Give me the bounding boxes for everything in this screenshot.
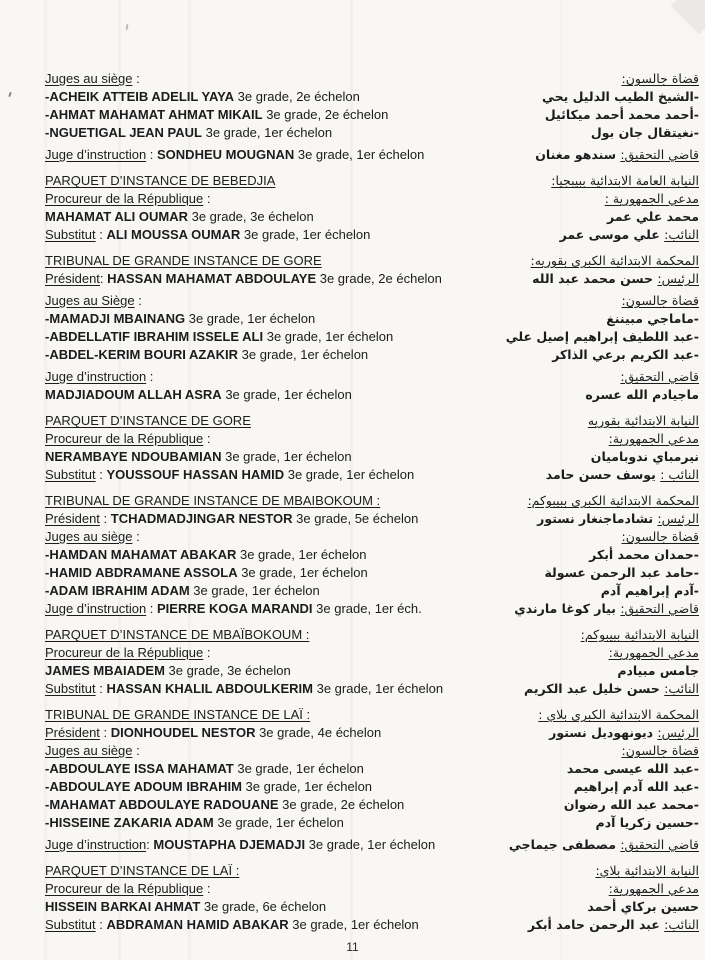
- grade-text: 3e grade, 1er échelon: [189, 583, 320, 598]
- entry-line: [459, 626, 699, 644]
- entry-line: [45, 106, 459, 124]
- entry-line: [45, 836, 459, 854]
- person-name: -NGUETIGAL JEAN PAUL: [45, 125, 202, 140]
- entry-line: [459, 190, 699, 208]
- field-label: مدعي الجمهورية:: [608, 645, 699, 660]
- french-column: [45, 626, 459, 698]
- field-label: قضاة جالسون:: [621, 743, 699, 758]
- field-label: TRIBUNAL DE GRANDE INSTANCE DE LAÏ :: [45, 707, 311, 722]
- field-label: Juges au Siège: [45, 293, 135, 308]
- court-section: [45, 706, 699, 854]
- grade-text: 3e grade, 1er échelon: [305, 837, 436, 852]
- entry-line: [45, 742, 459, 760]
- entry-line: [459, 510, 699, 528]
- field-label: Procureur de la République: [45, 881, 204, 896]
- french-column: [45, 492, 459, 618]
- person-name: DIONHOUDEL NESTOR: [110, 725, 256, 740]
- person-name: PIERRE KOGA MARANDI: [157, 601, 313, 616]
- field-label: قاضي التحقيق:: [620, 601, 699, 616]
- grade-text: :: [95, 917, 107, 932]
- field-label: Substitut: [45, 227, 96, 242]
- entry-line: [45, 510, 459, 528]
- field-label: النائب :: [660, 467, 699, 482]
- entry-line: [45, 680, 459, 698]
- grade-text: 3e grade, 1er échelon: [201, 125, 333, 140]
- entry-line: [45, 270, 459, 288]
- entry-line: [459, 70, 699, 88]
- person-name: سندهو مغنان: [535, 147, 621, 162]
- person-name: -حسين زكريا آدم: [595, 815, 699, 830]
- person-name: -محمد عبد الله رضوان: [563, 797, 699, 812]
- person-name: -MAHAMAT ABDOULAYE RADOUANE: [45, 797, 279, 812]
- person-name: ALI MOUSSA OUMAR: [106, 227, 241, 242]
- entry-line: [45, 412, 459, 430]
- grade-text: :: [99, 271, 108, 286]
- entry-line: [45, 582, 459, 600]
- entry-line: [45, 546, 459, 564]
- person-name: JAMES MBAIADEM: [45, 663, 165, 678]
- entry-line: [459, 226, 699, 244]
- person-name: تشادماجنغار نستور: [537, 511, 658, 526]
- entry-line: [459, 724, 699, 742]
- entry-line: [459, 706, 699, 724]
- arabic-column: [459, 412, 699, 484]
- entry-line: [459, 88, 699, 106]
- grade-text: 3e grade, 1er échelon: [284, 467, 415, 482]
- person-name: -ACHEIK ATTEIB ADELIL YAYA: [45, 89, 235, 104]
- entry-line: [45, 430, 459, 448]
- field-label: PARQUET D’INSTANCE DE GORE: [45, 413, 251, 428]
- grade-text: :: [132, 529, 140, 544]
- arabic-column: [459, 492, 699, 618]
- judicial-personnel-listing: [45, 70, 699, 942]
- field-label: TRIBUNAL DE GRANDE INSTANCE DE MBAIBOKOUM :: [45, 493, 381, 508]
- grade-text: 3e grade, 1er échelon: [221, 449, 352, 464]
- entry-line: [459, 760, 699, 778]
- grade-text: :: [95, 681, 107, 696]
- person-name: -MAMADJI MBAINANG: [45, 311, 186, 326]
- person-name: -الشيخ الطيب الدليل يحي: [541, 89, 699, 104]
- person-name: ماجيادم الله عسره: [585, 387, 699, 402]
- entry-line: [459, 880, 699, 898]
- field-label: مدعي الجمهورية :: [604, 191, 699, 206]
- entry-line: [45, 88, 459, 106]
- person-name: مصطفى جيماجي: [508, 837, 621, 852]
- entry-line: [45, 880, 459, 898]
- court-section: [45, 172, 699, 244]
- entry-line: [45, 898, 459, 916]
- entry-line: [459, 564, 699, 582]
- field-label: Substitut: [45, 917, 96, 932]
- field-label: Substitut: [45, 681, 96, 696]
- entry-line: [45, 492, 459, 510]
- person-name: -ADAM IBRAHIM ADAM: [45, 583, 190, 598]
- field-label: المحكمة الابتدائية الكبرى بقوريه:: [530, 253, 699, 268]
- french-column: [45, 252, 459, 404]
- french-column: [45, 172, 459, 244]
- field-label: النائب:: [664, 917, 699, 932]
- person-name: -HAMDAN MAHAMAT ABAKAR: [45, 547, 237, 562]
- grade-text: 3e grade, 5e échelon: [292, 511, 419, 526]
- entry-line: [459, 146, 699, 164]
- field-label: Procureur de la République: [45, 191, 204, 206]
- person-name: -حمدان محمد أبكر: [589, 547, 699, 562]
- entry-line: [45, 862, 459, 880]
- person-name: MADJIADOUM ALLAH ASRA: [45, 387, 222, 402]
- person-name: NERAMBAYE NDOUBAMIAN: [45, 449, 222, 464]
- person-name: -ماماجي مبيننغ: [606, 311, 699, 326]
- french-column: [45, 70, 459, 164]
- person-name: YOUSSOUF HASSAN HAMID: [106, 467, 285, 482]
- entry-line: [45, 310, 459, 328]
- person-name: حسن خليل عبد الكريم: [524, 681, 665, 696]
- entry-line: [45, 600, 459, 618]
- field-label: مدعي الجمهورية:: [608, 431, 699, 446]
- field-label: PARQUET D’INSTANCE DE BEBEDJIA: [45, 173, 276, 188]
- entry-line: [45, 564, 459, 582]
- entry-line: [459, 368, 699, 386]
- scan-speck: [8, 92, 12, 97]
- field-label: Juges au siège: [45, 71, 133, 86]
- person-name: -HAMID ABDRAMANE ASSOLA: [45, 565, 238, 580]
- grade-text: :: [95, 227, 107, 242]
- field-label: الرئيس:: [657, 271, 699, 286]
- arabic-column: [459, 70, 699, 164]
- grade-text: 3e grade, 1er échelon: [294, 147, 425, 162]
- grade-text: 3e grade, 1er échelon: [263, 329, 394, 344]
- entry-line: [45, 328, 459, 346]
- grade-text: 3e grade, 6e échelon: [200, 899, 327, 914]
- entry-line: [45, 124, 459, 142]
- grade-text: :: [203, 881, 211, 896]
- person-name: -ABDEL-KERIM BOURI AZAKIR: [45, 347, 239, 362]
- entry-line: [459, 292, 699, 310]
- grade-text: :: [99, 511, 111, 526]
- entry-line: [45, 448, 459, 466]
- entry-line: [45, 706, 459, 724]
- entry-line: [459, 778, 699, 796]
- entry-line: [45, 70, 459, 88]
- entry-line: [459, 106, 699, 124]
- entry-line: [45, 346, 459, 364]
- grade-text: :: [95, 467, 107, 482]
- person-name: HASSAN KHALIL ABDOULKERIM: [106, 681, 313, 696]
- arabic-column: [459, 862, 699, 934]
- arabic-column: [459, 172, 699, 244]
- grade-text: 3e grade, 3e échelon: [187, 209, 314, 224]
- grade-text: :: [146, 837, 154, 852]
- entry-line: [45, 226, 459, 244]
- entry-line: [45, 644, 459, 662]
- entry-line: [459, 252, 699, 270]
- grade-text: :: [134, 293, 142, 308]
- field-label: Procureur de la République: [45, 645, 204, 660]
- entry-line: [45, 814, 459, 832]
- entry-line: [459, 208, 699, 226]
- field-label: النيابة الابتدائية بقوريه: [587, 413, 699, 428]
- field-label: Substitut: [45, 467, 96, 482]
- grade-text: 3e grade, 1er échelon: [221, 387, 352, 402]
- entry-line: [459, 680, 699, 698]
- entry-line: [459, 448, 699, 466]
- person-name: -آدم إبراهيم آدم: [600, 583, 699, 598]
- person-name: -ABDOULAYE ADOUM IBRAHIM: [45, 779, 242, 794]
- person-name: ABDRAMAN HAMID ABAKAR: [106, 917, 289, 932]
- field-label: قضاة جالسون:: [621, 293, 699, 308]
- field-label: مدعي الجمهورية:: [608, 881, 699, 896]
- entry-line: [45, 172, 459, 190]
- grade-text: 3e grade, 3e échelon: [164, 663, 291, 678]
- person-name: حسين بركاي أحمد: [587, 899, 699, 914]
- entry-line: [459, 600, 699, 618]
- person-name: -عبد الله عيسى محمد: [566, 761, 699, 776]
- person-name: علي موسى عمر: [559, 227, 665, 242]
- grade-text: 3e grade, 2e échelon: [262, 107, 389, 122]
- french-column: [45, 706, 459, 854]
- person-name: HISSEIN BARKAI AHMAT: [45, 899, 201, 914]
- entry-line: [45, 662, 459, 680]
- person-name: يوسف حسن حامد: [545, 467, 661, 482]
- entry-line: [459, 836, 699, 854]
- entry-line: [459, 310, 699, 328]
- person-name: TCHADMADJINGAR NESTOR: [110, 511, 293, 526]
- field-label: المحكمة الابتدائية الكبرى بلاي :: [538, 707, 699, 722]
- entry-line: [459, 916, 699, 934]
- entry-line: [45, 190, 459, 208]
- grade-text: :: [132, 71, 140, 86]
- entry-line: [459, 328, 699, 346]
- grade-text: 3e grade, 1er échelon: [288, 917, 419, 932]
- entry-line: [459, 412, 699, 430]
- entry-line: [459, 492, 699, 510]
- entry-line: [45, 368, 459, 386]
- grade-text: 3e grade, 2e échelon: [316, 271, 442, 286]
- field-label: Juge d’instruction: [45, 601, 147, 616]
- entry-line: [459, 172, 699, 190]
- entry-line: [459, 528, 699, 546]
- field-label: النائب:: [664, 681, 699, 696]
- court-section: [45, 412, 699, 484]
- entry-line: [459, 430, 699, 448]
- entry-line: [45, 778, 459, 796]
- grade-text: :: [203, 645, 211, 660]
- french-column: [45, 862, 459, 934]
- grade-text: 3e grade, 2e échelon: [234, 89, 360, 104]
- field-label: الرئيس:: [657, 725, 699, 740]
- person-name: -حامد عبد الرحمن عسولة: [544, 565, 699, 580]
- entry-line: [45, 146, 459, 164]
- grade-text: 3e grade, 4e échelon: [255, 725, 382, 740]
- grade-text: 3e grade, 1er échelon: [185, 311, 316, 326]
- field-label: Président: [45, 511, 100, 526]
- person-name: -أحمد محمد أحمد ميكائيل: [544, 107, 699, 122]
- entry-line: [45, 208, 459, 226]
- person-name: -ABDELLATIF IBRAHIM ISSELE ALI: [45, 329, 264, 344]
- person-name: -عبد الله آدم إبراهيم: [573, 779, 699, 794]
- field-label: Juges au siège: [45, 529, 133, 544]
- entry-line: [459, 270, 699, 288]
- field-label: Juge d’instruction: [45, 837, 147, 852]
- person-name: حسن محمد عبد الله: [532, 271, 658, 286]
- field-label: Juge d’instruction: [45, 147, 147, 162]
- field-label: Président: [45, 725, 100, 740]
- grade-text: 3e grade, 1er échelon: [233, 761, 364, 776]
- person-name: جامس مبيادم: [617, 663, 699, 678]
- entry-line: [45, 386, 459, 404]
- grade-text: 3e grade, 1er échelon: [241, 779, 373, 794]
- entry-line: [459, 796, 699, 814]
- person-name: -عبد اللطيف إبراهيم إصيل علي: [505, 329, 699, 344]
- grade-text: :: [146, 601, 158, 616]
- field-label: PARQUET D’INSTANCE DE LAÏ :: [45, 863, 240, 878]
- grade-text: 3e grade, 1er échelon: [236, 547, 367, 562]
- person-name: عبد الرحمن حامد أبكر: [527, 917, 665, 932]
- grade-text: 3e grade, 1er échelon: [237, 565, 368, 580]
- entry-line: [45, 528, 459, 546]
- field-label: Juge d’instruction: [45, 369, 147, 384]
- grade-text: :: [203, 191, 211, 206]
- court-section: [45, 252, 699, 404]
- person-name: -ABDOULAYE ISSA MAHAMAT: [45, 761, 234, 776]
- entry-line: [459, 546, 699, 564]
- field-label: TRIBUNAL DE GRANDE INSTANCE DE GORE: [45, 253, 322, 268]
- entry-line: [459, 346, 699, 364]
- person-name: SONDHEU MOUGNAN: [157, 147, 295, 162]
- person-name: MOUSTAPHA DJEMADJI: [153, 837, 306, 852]
- entry-line: [459, 466, 699, 484]
- entry-line: [45, 724, 459, 742]
- entry-line: [45, 252, 459, 270]
- arabic-column: [459, 626, 699, 698]
- arabic-column: [459, 252, 699, 404]
- court-section: [45, 626, 699, 698]
- person-name: -عبد الكريم برعي الذاكر: [552, 347, 699, 362]
- grade-text: :: [132, 743, 140, 758]
- entry-line: [459, 644, 699, 662]
- grade-text: 3e grade, 1er échelon: [313, 681, 444, 696]
- entry-line: [459, 862, 699, 880]
- field-label: Président: [45, 271, 100, 286]
- field-label: النائب:: [664, 227, 699, 242]
- entry-line: [45, 760, 459, 778]
- field-label: قاضي التحقيق:: [620, 837, 699, 852]
- entry-line: [459, 582, 699, 600]
- grade-text: 3e grade, 1er éch.: [312, 601, 422, 616]
- field-label: PARQUET D’INSTANCE DE MBAÏBOKOUM :: [45, 627, 310, 642]
- person-name: -HISSEINE ZAKARIA ADAM: [45, 815, 214, 830]
- field-label: قاضي التحقيق:: [620, 369, 699, 384]
- person-name: بيار كوغا مارندي: [514, 601, 621, 616]
- entry-line: [459, 662, 699, 680]
- french-column: [45, 412, 459, 484]
- grade-text: 3e grade, 1er échelon: [240, 227, 371, 242]
- page-number: 11: [346, 940, 359, 954]
- grade-text: :: [146, 369, 154, 384]
- person-name: ديونهوديل نستور: [549, 725, 658, 740]
- field-label: قضاة جالسون:: [621, 529, 699, 544]
- field-label: Procureur de la République: [45, 431, 204, 446]
- field-label: النيابة الابتدائية ببيبوكم:: [580, 627, 699, 642]
- court-section: [45, 70, 699, 164]
- entry-line: [459, 898, 699, 916]
- field-label: المحكمة الابتدائية الكبرى ببيبوكم:: [527, 493, 699, 508]
- grade-text: :: [99, 725, 111, 740]
- field-label: النيابة الابتدائية بلاي:: [595, 863, 699, 878]
- field-label: قضاة جالسون:: [621, 71, 699, 86]
- person-name: -AHMAT MAHAMAT AHMAT MIKAIL: [45, 107, 263, 122]
- entry-line: [459, 386, 699, 404]
- grade-text: :: [146, 147, 158, 162]
- grade-text: 3e grade, 1er échelon: [238, 347, 369, 362]
- entry-line: [45, 916, 459, 934]
- entry-line: [45, 292, 459, 310]
- person-name: محمد علي عمر: [606, 209, 699, 224]
- entry-line: [459, 814, 699, 832]
- court-section: [45, 862, 699, 934]
- entry-line: [45, 796, 459, 814]
- scan-corner-artifact: [671, 0, 705, 34]
- scan-speck: [126, 24, 129, 30]
- grade-text: 3e grade, 1er échelon: [213, 815, 344, 830]
- entry-line: [459, 742, 699, 760]
- field-label: Juges au siège: [45, 743, 133, 758]
- field-label: النيابة العامة الابتدائية ببيبجيا:: [551, 173, 699, 188]
- person-name: HASSAN MAHAMAT ABDOULAYE: [107, 271, 317, 286]
- person-name: MAHAMAT ALI OUMAR: [45, 209, 188, 224]
- grade-text: :: [203, 431, 211, 446]
- entry-line: [45, 626, 459, 644]
- field-label: الرئيس:: [657, 511, 699, 526]
- field-label: قاضي التحقيق:: [620, 147, 699, 162]
- grade-text: 3e grade, 2e échelon: [278, 797, 405, 812]
- entry-line: [45, 466, 459, 484]
- entry-line: [459, 124, 699, 142]
- person-name: -نغيتقال جان بول: [590, 125, 699, 140]
- court-section: [45, 492, 699, 618]
- person-name: نيرمباي ندوباميان: [590, 449, 699, 464]
- arabic-column: [459, 706, 699, 854]
